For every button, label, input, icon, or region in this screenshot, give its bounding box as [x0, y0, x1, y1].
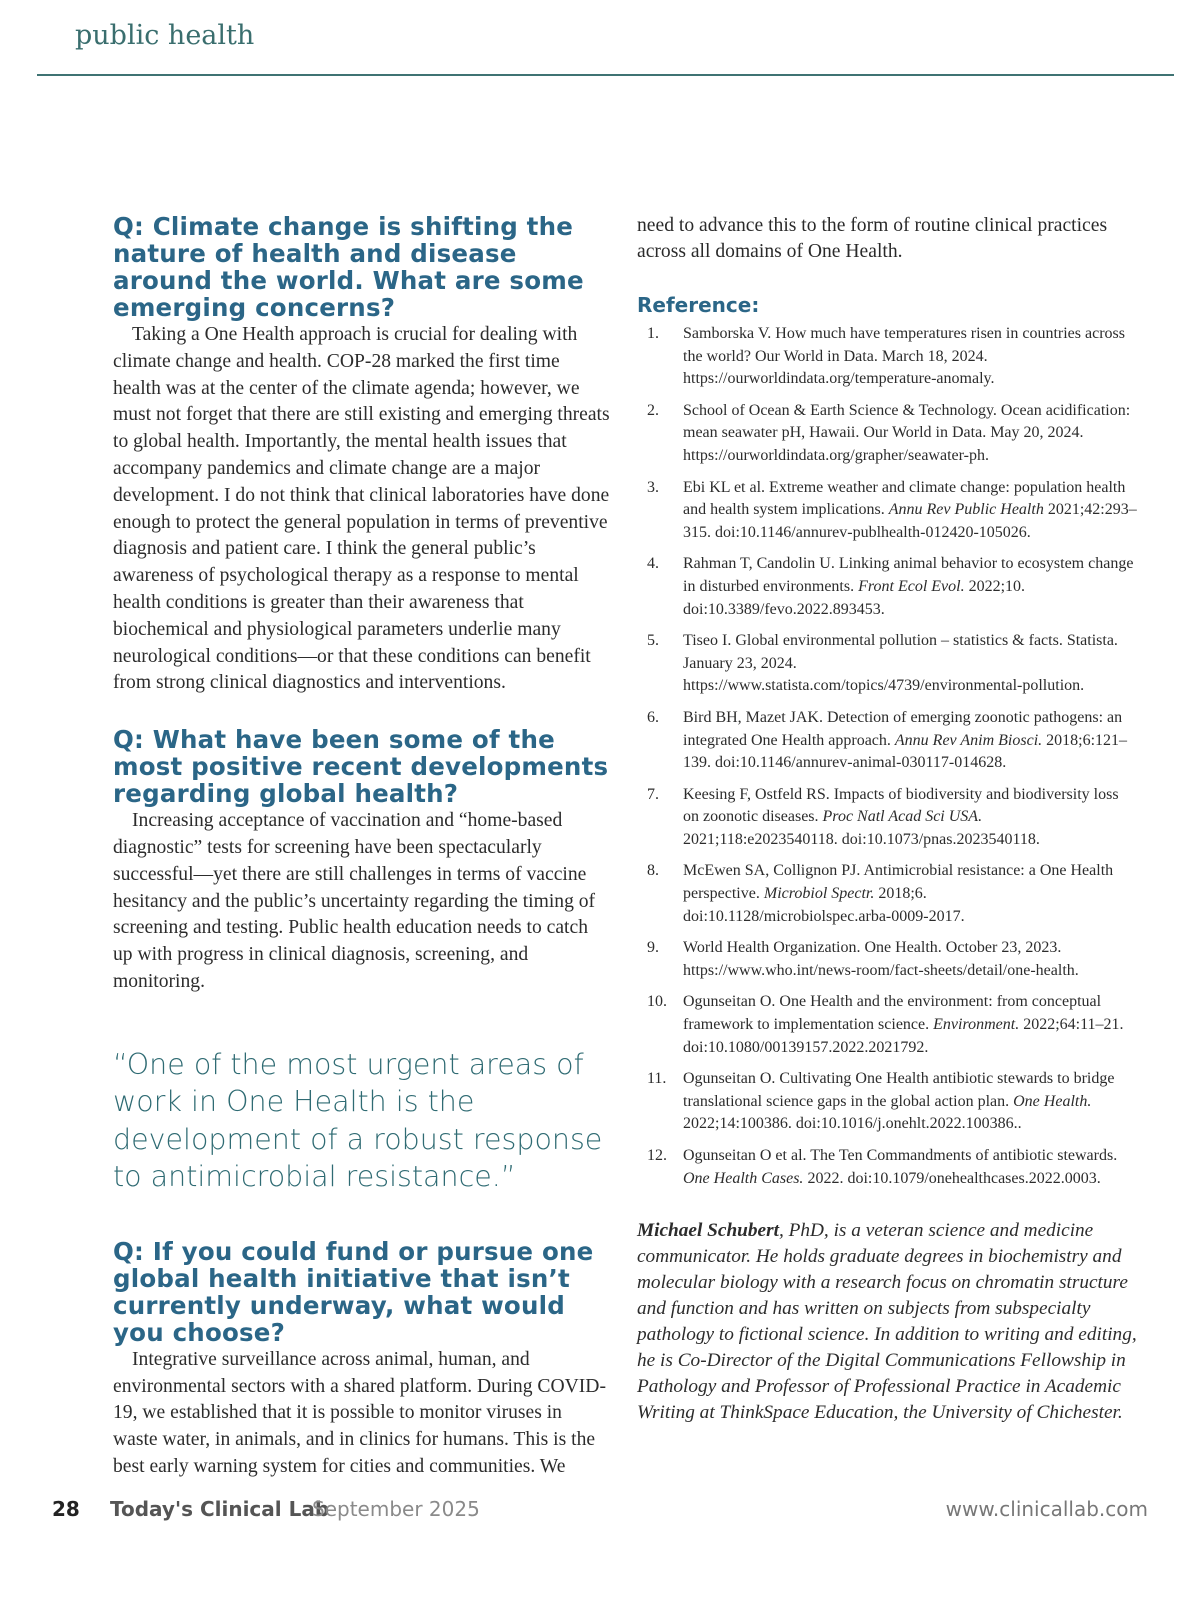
reference-text: [683, 477, 1137, 545]
question-1: Q: Climate change is shifting the nature of health and disease around the world. What are some emerging concerns?: [113, 212, 584, 322]
reference-text: [683, 991, 1137, 1059]
reference-number: 1.: [647, 325, 659, 342]
reference-journal: Proc Natl Acad Sci USA.: [822, 808, 983, 826]
reference-journal: Microbiol Spectr.: [763, 885, 875, 903]
reference-number: 5.: [647, 632, 659, 650]
reference-citation: Keesing F, Ostfeld RS. Impacts of biodiversity and biodiversity loss on zoonotic diseases.: [683, 785, 1119, 826]
question-3: Q: If you could fund or pursue one global health initiative that isn’t currently underway, what would you choose?: [113, 1236, 594, 1347]
reference-number: 4.: [647, 555, 659, 573]
reference-item: [637, 630, 1137, 698]
reference-text: Samborska V. How much have temperatures risen in countries across the world? Our World in Data. March 18, 2024. https://ourworldindata.org/temperature-anomaly.: [683, 325, 1125, 388]
reference-citation: Bird BH, Mazet JAK. Detection of emerging zoonotic pathogens: an integrated One Health approach.: [683, 708, 1123, 749]
reference-item: [637, 400, 1137, 468]
reference-details: 2018;6. doi:10.1128/microbiolspec.arba-0009-2017.: [683, 885, 965, 925]
reference-citation: Ogunseitan O. One Health and the environment: from conceptual framework to implementation science.: [683, 993, 1102, 1034]
reference-number: 8.: [647, 862, 659, 880]
reference-citation: Rahman T, Candolin U. Linking animal behavior to ecosystem change in disturbed environments.: [683, 555, 1134, 595]
reference-item: [637, 991, 1137, 1059]
website-link[interactable]: www.clinicallab.com: [945, 1497, 1148, 1521]
reference-item: [637, 477, 1137, 545]
reference-item: [637, 1145, 1137, 1190]
reference-heading: Reference:: [637, 293, 760, 317]
page-footer: [52, 1497, 1148, 1527]
reference-journal: One Health.: [1013, 1092, 1092, 1110]
reference-number: 7.: [647, 785, 659, 803]
reference-item: [637, 860, 1137, 928]
reference-citation: Ogunseitan O. Cultivating One Health antibiotic stewards to bridge translational science gaps in the global action plan.: [683, 1070, 1115, 1110]
reference-details: 2022. doi:10.1079/onehealthcases.2022.0003.: [803, 1169, 1101, 1187]
reference-number: 9.: [647, 939, 659, 957]
reference-item: [637, 784, 1137, 852]
reference-text: [683, 860, 1137, 928]
reference-text: [683, 553, 1137, 621]
reference-text: [683, 784, 1137, 852]
reference-journal: Front Ecol Evol.: [858, 577, 965, 595]
page-number: 28: [52, 1497, 80, 1521]
reference-text: [683, 1068, 1137, 1136]
reference-details: 2021;42:293–315. doi:10.1146/annurev-publhealth-012420-105026.: [683, 501, 1137, 541]
section-label: public health: [75, 20, 255, 51]
reference-item: [637, 1068, 1137, 1136]
reference-details: 2018;6:121–139. doi:10.1146/annurev-animal-030117-014628.: [683, 731, 1128, 772]
issue-date: September 2025: [312, 1497, 480, 1521]
reference-details: 2021;118:e2023540118. doi:10.1073/pnas.2023540118.: [683, 830, 1040, 848]
reference-journal: Annu Rev Public Health: [888, 501, 1044, 519]
reference-citation: McEwen SA, Collignon PJ. Antimicrobial resistance: a One Health perspective.: [683, 862, 1114, 903]
reference-journal: One Health Cases.: [683, 1169, 804, 1187]
reference-item: [637, 553, 1137, 621]
reference-number: 10.: [647, 993, 667, 1011]
answer-1: Taking a One Health approach is crucial for dealing with climate change and health. COP-28 marked the first time health was at the center of the climate agenda; however, we must not forget that there are still existing and emerging threats to global health. Importantly, the mental health issues that accompany pandemics and climate change are a major development. I do not think that clinical laboratories have done enough to protect the general population in terms of preventive diagnosis and patient care. I think the general public’s awareness of psychological therapy as a response to mental health conditions is greater than their awareness that biochemical and physiological parameters underlie many neurological conditions—or that these conditions can benefit from strong clinical diagnostics and interventions.: [113, 324, 610, 694]
reference-item: [637, 937, 1137, 982]
reference-text: [683, 707, 1137, 775]
pull-quote: “One of the most urgent areas of work in One Health is the development of a robust response to antimicrobial resistance.”: [113, 1047, 603, 1194]
author-name: Michael Schubert: [637, 1220, 779, 1242]
left-column: [113, 213, 610, 1481]
reference-number: 2.: [647, 401, 659, 419]
answer-2: Increasing acceptance of vaccination and “home-based diagnostic” tests for screening have been spectacularly successful—yet there are still challenges in terms of vaccine hesitancy and the public’s uncertainty regarding the timing of screening and testing. Public health education needs to catch up with progress in clinical diagnosis, screening, and monitoring.: [113, 810, 596, 992]
answer-3: Integrative surveillance across animal, human, and environmental sectors with a shared platform. During COVID-19, we established that it is possible to monitor viruses in waste water, in animals, and in clinics for humans. This is the best early warning system for cities and communities. We: [113, 1348, 606, 1477]
reference-details: 2022;10. doi:10.3389/fevo.2022.893453.: [683, 577, 1026, 618]
reference-citation: Ogunseitan O et al. The Ten Commandments of antibiotic stewards.: [683, 1147, 1118, 1164]
reference-details: 2022;64:11–21. doi:10.1080/00139157.2022.2021792.: [683, 1016, 1124, 1056]
header-divider: [37, 74, 1174, 76]
reference-list: [637, 323, 1137, 1190]
reference-text: School of Ocean & Earth Science & Technology. Ocean acidification: mean seawater pH, Hawaii. Our World in Data. May 20, 2024. https://ourworldindata.org/grapher/seawater-ph.: [683, 401, 1131, 464]
magazine-name: Today's Clinical Lab: [110, 1497, 330, 1521]
reference-number: 11.: [647, 1070, 667, 1088]
reference-text: [683, 1145, 1137, 1190]
reference-text: World Health Organization. One Health. October 23, 2023. https://www.who.int/news-room/fact-sheets/detail/one-health.: [683, 939, 1079, 979]
reference-item: [637, 323, 1137, 391]
reference-item: [637, 707, 1137, 775]
reference-details: 2022;14:100386. doi:10.1016/j.onehlt.2022.100386..: [683, 1115, 1022, 1133]
answer-3-continuation: need to advance this to the form of routine clinical practices across all domains of One Health.: [637, 215, 1108, 262]
reference-journal: Annu Rev Anim Biosci.: [894, 731, 1043, 749]
author-bio: [637, 1218, 1137, 1426]
author-bio-text: , PhD, is a veteran science and medicine communicator. He holds graduate degrees in biochemistry and molecular biology with a research focus on chromatin structure and function and has written on subjects from subspecialty pathology to fictional science. In addition to writing and editing, he is Co-Director of the Digital Communications Fellowship in Pathology and Professor of Professional Practice in Academic Writing at ThinkSpace Education, the University of Chichester.: [637, 1220, 1137, 1424]
right-column: [637, 213, 1137, 1426]
reference-number: 12.: [647, 1147, 667, 1164]
question-2: Q: What have been some of the most positive recent developments regarding global health?: [113, 725, 609, 809]
reference-citation: Ebi KL et al. Extreme weather and climate change: population health and health system implications.: [683, 478, 1126, 519]
reference-journal: Environment.: [933, 1016, 1020, 1034]
reference-number: 6.: [647, 708, 659, 726]
reference-number: 3.: [647, 478, 659, 496]
reference-text: Tiseo I. Global environmental pollution – statistics & facts. Statista. January 23, 2024. https://www.statista.com/topics/4739/environmental-pollution.: [683, 632, 1118, 695]
